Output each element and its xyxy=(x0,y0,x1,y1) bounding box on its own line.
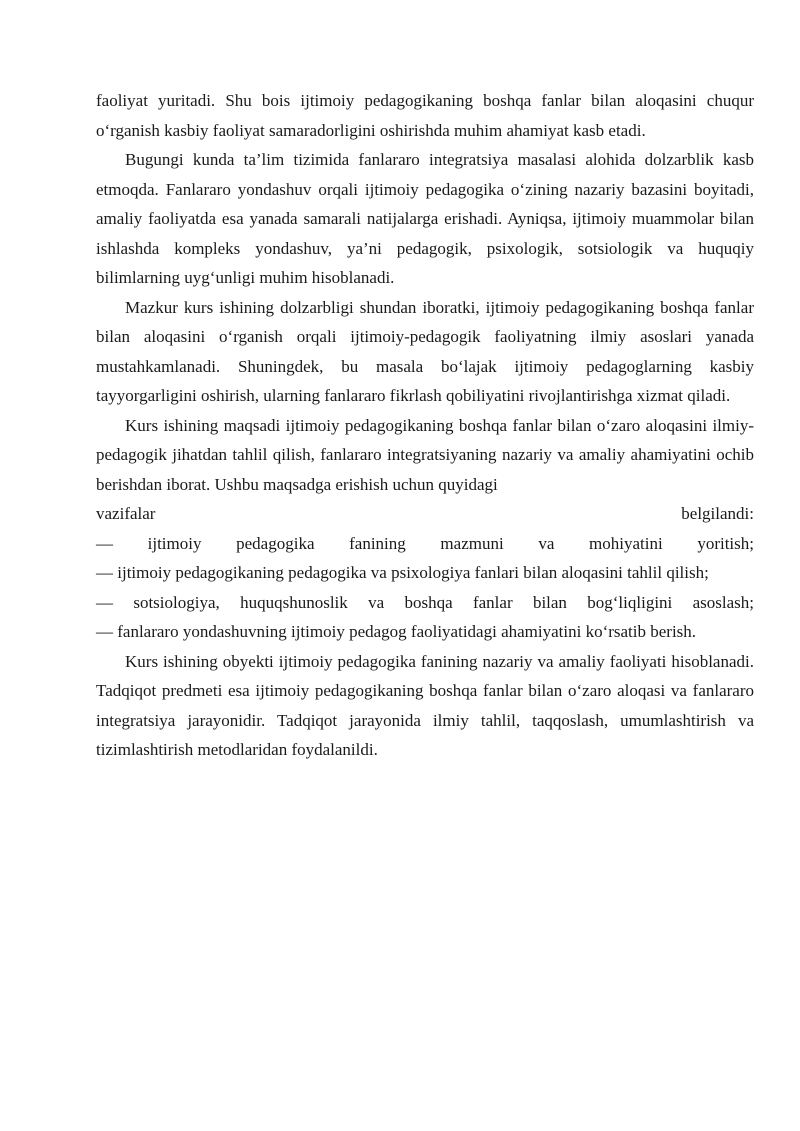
task-item-2: — ijtimoiy pedagogikaning pedagogika va psixologiya fanlari bilan aloqasini tahlil qilish; xyxy=(96,563,709,582)
task-item-1: — ijtimoiy pedagogika fanining mazmuni va mohiyatini yoritish; xyxy=(96,533,754,553)
paragraph-integration: Bugungi kunda ta’lim tizimida fanlararo integratsiya masalasi alohida dolzarblik kasb etmoqda. Fanlararo yondashuv orqali ijtimoiy pedagogika o‘zining nazariy bazasini boyitadi, amaliy faoliyatda esa yanada samarali natijalarga erishadi. Ayniqsa, ijtimoiy muammolar bilan ishlashda kompleks yondashuv, ya’ni pedagogik, psixologik, sotsiologik va huquqiy bilimlarning uyg‘unligi muhim hisoblanadi. xyxy=(96,150,754,287)
task-item-3: — sotsiologiya, huquqshunoslik va boshqa fanlar bilan bog‘liqligini asoslash; xyxy=(96,592,754,612)
paragraph-goal-tail: vazifalar belgilandi: xyxy=(96,504,754,523)
document-page xyxy=(96,86,754,765)
paragraph-object: Kurs ishining obyekti ijtimoiy pedagogika fanining nazariy va amaliy faoliyati hisoblanadi. Tadqiqot predmeti esa ijtimoiy pedagogikaning boshqa fanlar bilan o‘zaro aloqasi va fanlararo integratsiya jarayonidir. Tadqiqot jarayonida ilmiy tahlil, taqqoslash, umumlashtirish va tizimlashtirish metodlaridan foydalanildi. xyxy=(96,651,754,759)
task-item-4: — fanlararo yondashuvning ijtimoiy pedagog faoliyatidagi ahamiyatini ko‘rsatib berish. xyxy=(96,622,697,641)
paragraph-goal: Kurs ishining maqsadi ijtimoiy pedagogikaning boshqa fanlar bilan o‘zaro aloqasini ilmiy-pedagogik jihatdan tahlil qilish, fanlararo integratsiyaning nazariy va amaliy ahamiyatini ochib berishdan iborat. Ushbu maqsadga erishish uchun quyidagi xyxy=(96,415,754,494)
paragraph-relevance: Mazkur kurs ishining dolzarbligi shundan iboratki, ijtimoiy pedagogikaning boshqa fanlar bilan aloqasini o‘rganish orqali ijtimoiy-pedagogik faoliyatning ilmiy asoslari yanada mustahkamlanadi. Shuningdek, bu masala bo‘lajak ijtimoiy pedagoglarning kasbiy tayyorgarligini oshirish, ularning fanlararo fikrlash qobiliyatini rivojlantirishga xizmat qiladi. xyxy=(96,297,754,405)
paragraph-continuation: faoliyat yuritadi. Shu bois ijtimoiy pedagogikaning boshqa fanlar bilan aloqasini chuqur o‘rganish kasbiy faoliyat samaradorligini oshirishda muhim ahamiyat kasb etadi. xyxy=(96,91,754,140)
